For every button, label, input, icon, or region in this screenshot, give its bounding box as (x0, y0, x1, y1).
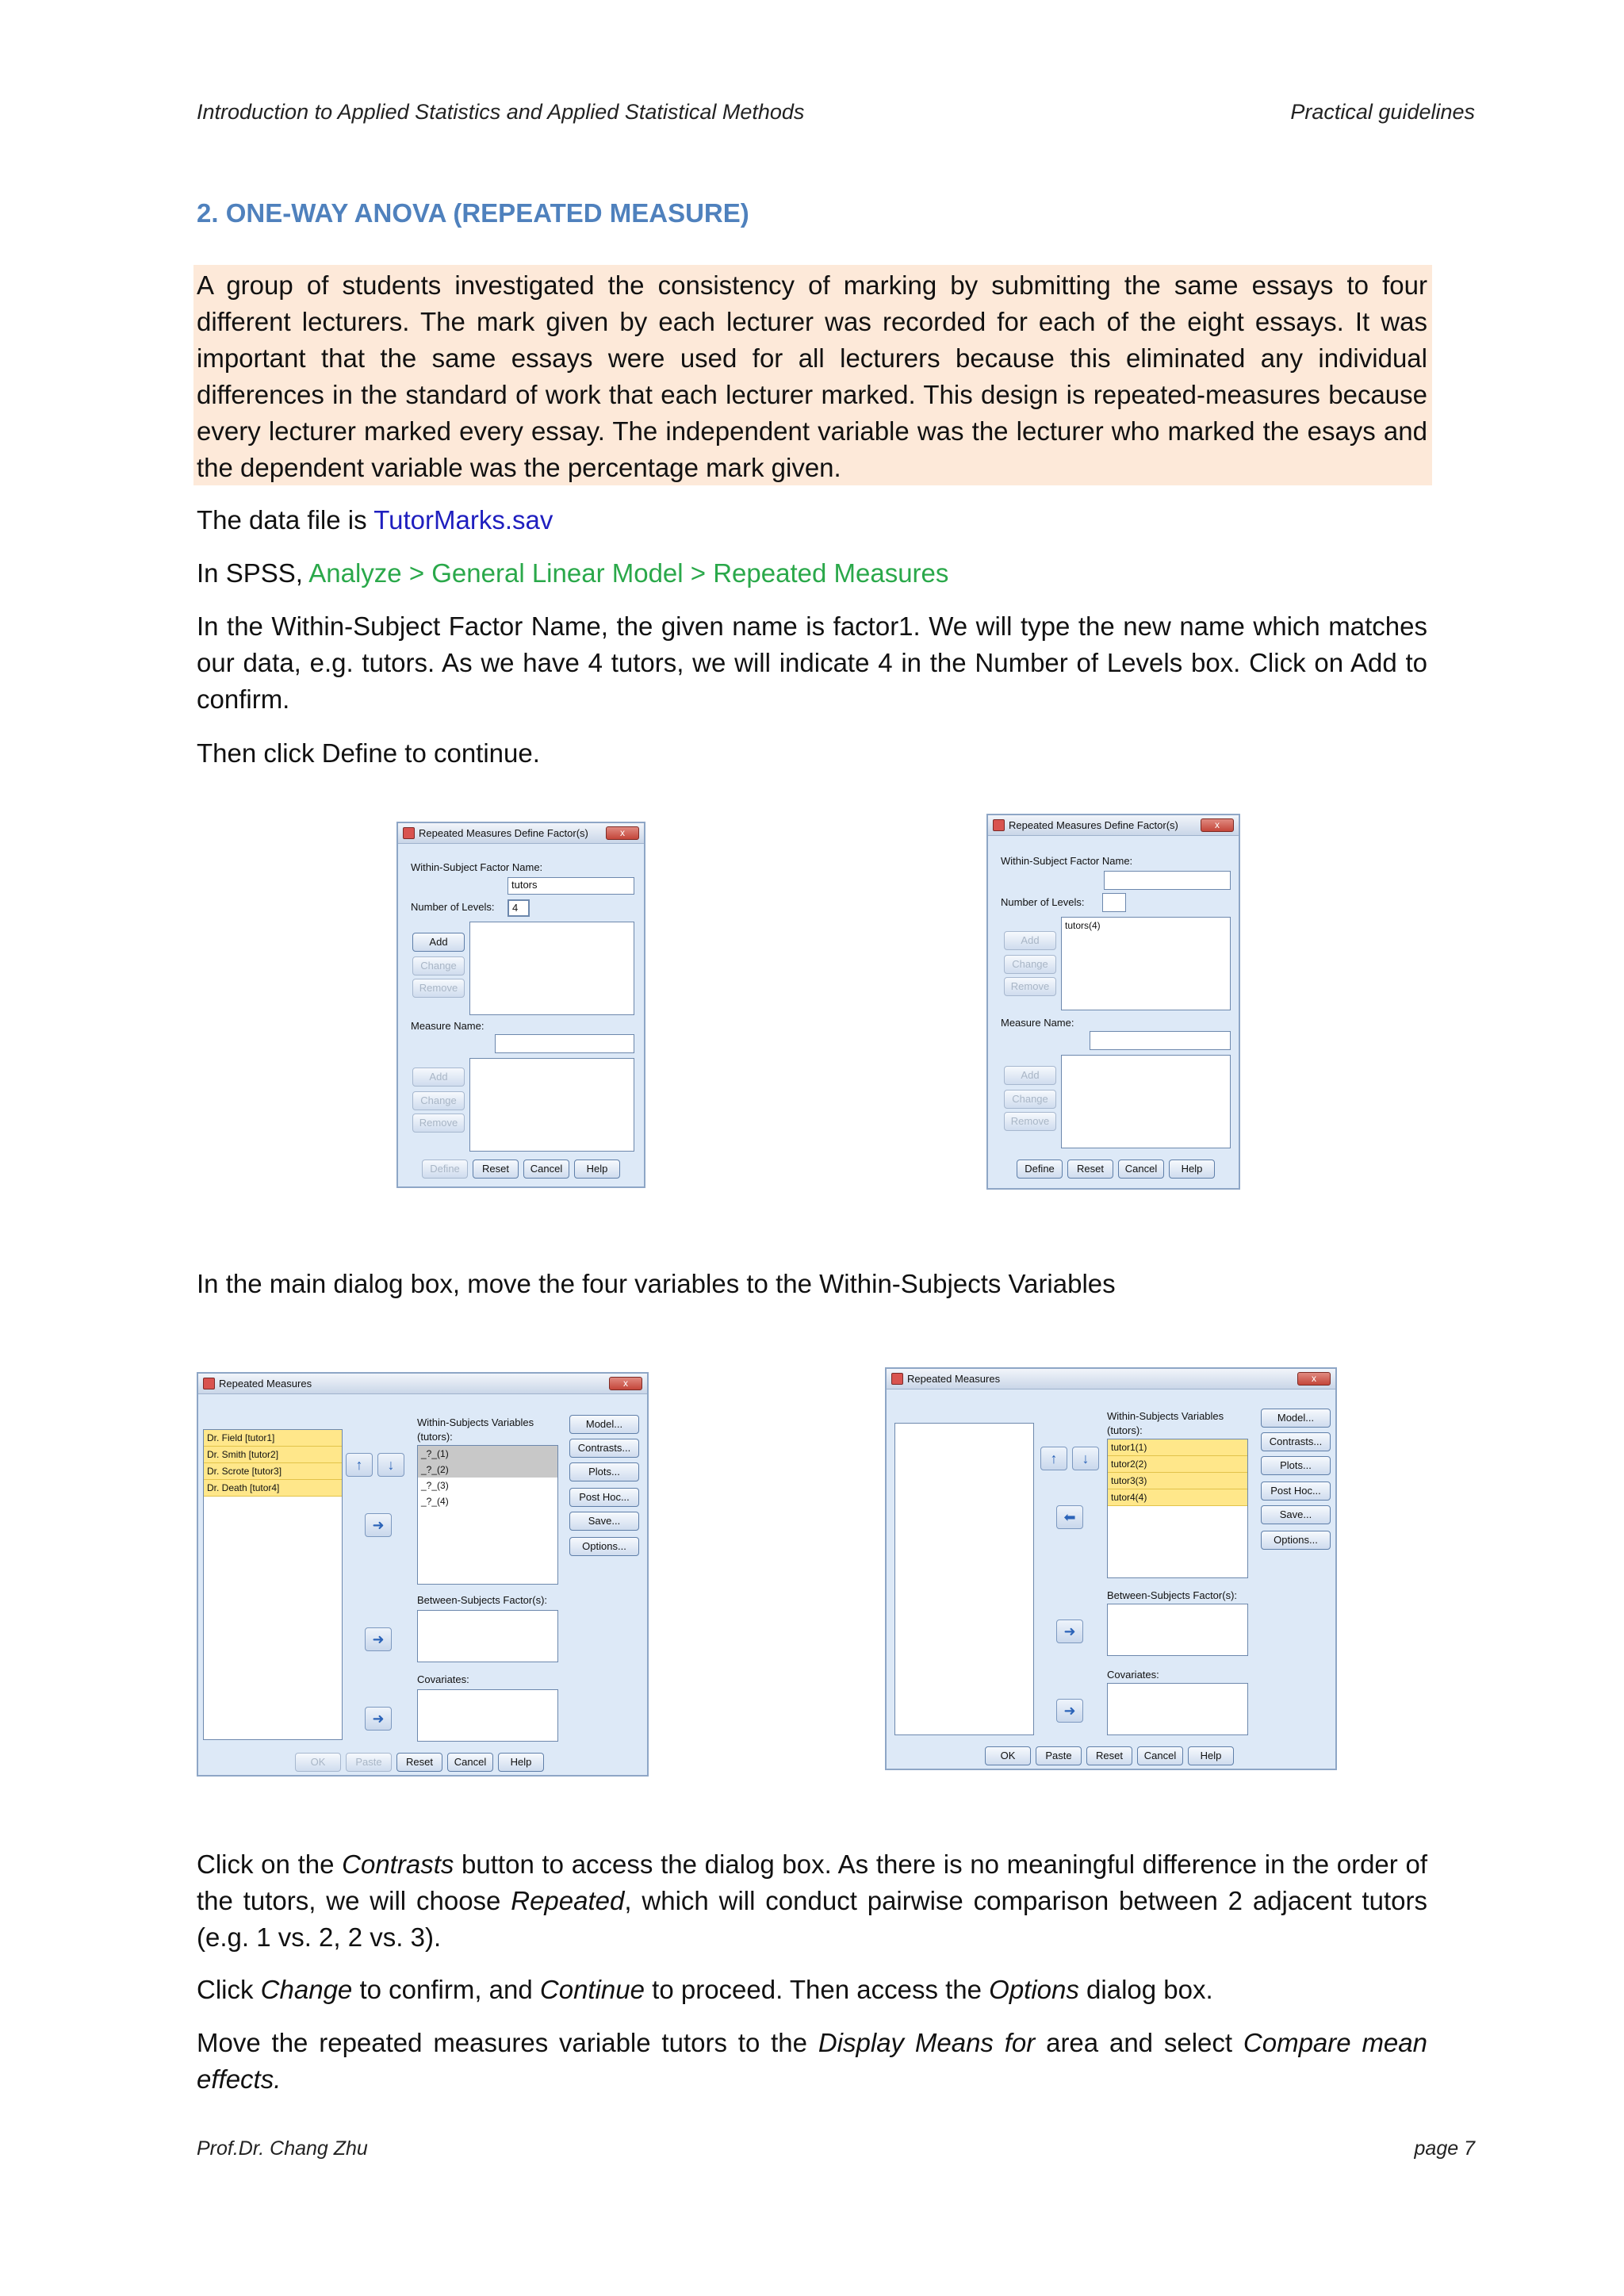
between-subjects-label: Between-Subjects Factor(s): (417, 1594, 548, 1606)
between-subjects-list[interactable] (417, 1610, 558, 1662)
move-down-icon[interactable]: ↓ (1072, 1447, 1099, 1470)
footer-page-number: page 7 (1414, 2137, 1475, 2160)
cancel-button[interactable]: Cancel (1137, 1746, 1183, 1765)
reset-button[interactable]: Reset (1067, 1159, 1113, 1179)
define-button[interactable]: Define (422, 1159, 468, 1179)
list-item[interactable]: _?_(2) (418, 1462, 557, 1478)
dialog-titlebar (198, 1374, 647, 1394)
move-right-arrow-icon[interactable]: ➜ (1056, 1699, 1083, 1723)
list-item[interactable]: Dr. Smith [tutor2] (204, 1447, 342, 1463)
source-variable-list[interactable] (203, 1429, 343, 1740)
contrasts-button[interactable]: Contrasts... (1261, 1432, 1331, 1451)
help-button[interactable]: Help (1188, 1746, 1234, 1765)
display-means-paragraph: Move the repeated measures variable tutors to the Display Means for area and select Compare mean effects. (197, 2028, 1427, 2094)
spss-app-icon (891, 1373, 903, 1385)
spss-menu-path: Analyze > General Linear Model > Repeated Measures (308, 558, 949, 588)
measure-name-label: Measure Name: (1001, 1017, 1074, 1029)
section-title: 2. ONE-WAY ANOVA (REPEATED MEASURE) (197, 198, 749, 228)
within-subjects-list[interactable] (417, 1445, 558, 1585)
define-paragraph: Then click Define to continue. (197, 738, 540, 768)
dialog-titlebar (398, 823, 644, 844)
factor-paragraph: In the Within-Subject Factor Name, the given name is factor1. We will type the new name which matches our data, e.g. tutors. As we have 4 tutors, we will indicate 4 in the Number of Levels box. Click on Add to confirm. (197, 611, 1427, 714)
between-subjects-label: Between-Subjects Factor(s): (1107, 1589, 1238, 1601)
within-subjects-factor: (tutors): (1107, 1424, 1143, 1436)
dialog-titlebar (988, 815, 1239, 836)
close-button[interactable]: x (1297, 1372, 1331, 1386)
levels-input[interactable] (1102, 893, 1126, 912)
contrasts-button[interactable]: Contrasts... (569, 1439, 639, 1458)
cancel-button[interactable]: Cancel (447, 1753, 493, 1772)
list-item[interactable]: tutor3(3) (1108, 1473, 1247, 1489)
within-subjects-label: Within-Subjects Variables (1107, 1410, 1224, 1422)
factor-list[interactable] (1061, 917, 1231, 1010)
change-factor-button[interactable]: Change (412, 956, 465, 976)
intro-paragraph: A group of students investigated the consistency of marking by submitting the same essays to four different lecturers. The mark given by each lecturer was recorded for each of the eight essays. It was important that the same essays were used for all lecturers because this eliminated any individual differences in the standard of work that each lecturer marked. This design is repeated-measures because every lecturer marked every essay. The independent variable was the lecturer who marked the esays and the dependent variable was the percentage mark given. (197, 270, 1427, 482)
dialog-title: Repeated Measures (219, 1378, 312, 1389)
close-button[interactable]: x (1201, 818, 1234, 832)
factor-list[interactable] (469, 922, 634, 1015)
save-button[interactable]: Save... (1261, 1505, 1331, 1524)
move-variables-paragraph: In the main dialog box, move the four variables to the Within-Subjects Variables (197, 1269, 1116, 1298)
factor-name-label: Within-Subject Factor Name: (1001, 855, 1133, 867)
remove-measure-button[interactable]: Remove (412, 1114, 465, 1133)
between-subjects-list[interactable] (1107, 1604, 1248, 1656)
post-hoc-button[interactable]: Post Hoc... (569, 1488, 639, 1507)
measure-list[interactable] (469, 1058, 634, 1152)
list-item[interactable]: _?_(4) (421, 1496, 449, 1507)
spss-app-icon (203, 1378, 215, 1389)
ok-button[interactable]: OK (295, 1753, 341, 1772)
dialog-title: Repeated Measures (907, 1373, 1001, 1385)
datafile-prefix: The data file is (197, 505, 374, 535)
running-header-section: Practical guidelines (1290, 100, 1475, 124)
covariates-list[interactable] (417, 1689, 558, 1742)
list-item[interactable]: Dr. Scrote [tutor3] (204, 1463, 342, 1480)
list-item[interactable]: Dr. Field [tutor1] (204, 1430, 342, 1447)
datafile-line (197, 502, 1427, 539)
move-right-arrow-icon[interactable]: ➜ (1056, 1619, 1083, 1643)
change-factor-button[interactable]: Change (1004, 955, 1056, 974)
define-button[interactable]: Define (1017, 1159, 1063, 1179)
remove-factor-button[interactable]: Remove (412, 979, 465, 998)
covariates-label: Covariates: (1107, 1669, 1159, 1681)
change-measure-button[interactable]: Change (412, 1091, 465, 1110)
measure-list[interactable] (1061, 1055, 1231, 1148)
change-measure-button[interactable]: Change (1004, 1090, 1056, 1109)
define-factor-dialog-after (986, 814, 1240, 1190)
remove-measure-button[interactable]: Remove (1004, 1112, 1056, 1131)
dialog-title: Repeated Measures Define Factor(s) (419, 827, 588, 839)
measure-name-input[interactable] (1090, 1031, 1231, 1050)
covariates-list[interactable] (1107, 1683, 1248, 1735)
dialog-titlebar (887, 1369, 1335, 1389)
cancel-button[interactable]: Cancel (1118, 1159, 1164, 1179)
help-button[interactable]: Help (498, 1753, 544, 1772)
move-left-arrow-icon[interactable]: ⬅ (1056, 1505, 1083, 1529)
cancel-button[interactable]: Cancel (523, 1159, 569, 1179)
spss-prefix: In SPSS, (197, 558, 309, 588)
close-button[interactable]: x (609, 1377, 642, 1390)
ok-button[interactable]: OK (985, 1746, 1031, 1765)
list-item[interactable]: tutors(4) (1065, 920, 1101, 931)
contrasts-paragraph: Click on the Contrasts button to access the dialog box. As there is no meaningful difference in the order of the tutors, we will choose Repeated, which will conduct pairwise comparison between 2 adjacent tutors (e.g. 1 vs. 2, 2 vs. 3). (197, 1849, 1427, 1952)
covariates-label: Covariates: (417, 1673, 469, 1685)
paste-button[interactable]: Paste (346, 1753, 392, 1772)
spss-app-icon (993, 819, 1005, 831)
within-subjects-list[interactable] (1107, 1439, 1248, 1578)
footer-author: Prof.Dr. Chang Zhu (197, 2137, 368, 2160)
plots-button[interactable]: Plots... (569, 1462, 639, 1481)
running-header-title: Introduction to Applied Statistics and Applied Statistical Methods (197, 100, 805, 124)
list-item[interactable]: tutor2(2) (1108, 1456, 1247, 1473)
define-factor-dialog-before (396, 822, 645, 1188)
help-button[interactable]: Help (574, 1159, 620, 1179)
repeated-measures-dialog-after (885, 1367, 1337, 1770)
dialog-title: Repeated Measures Define Factor(s) (1009, 819, 1178, 831)
within-subjects-factor: (tutors): (417, 1431, 453, 1443)
spss-app-icon (403, 827, 415, 839)
remove-factor-button[interactable]: Remove (1004, 977, 1056, 996)
factor-name-label: Within-Subject Factor Name: (411, 861, 543, 873)
factor-name-input[interactable] (1104, 871, 1231, 890)
within-subjects-label: Within-Subjects Variables (417, 1416, 534, 1428)
options-button[interactable]: Options... (1261, 1531, 1331, 1550)
move-right-arrow-icon[interactable]: ➜ (365, 1707, 392, 1731)
move-right-arrow-icon[interactable]: ➜ (365, 1627, 392, 1651)
move-right-arrow-icon[interactable]: ➜ (365, 1513, 392, 1537)
list-item[interactable]: _?_(1) (418, 1446, 557, 1462)
levels-input[interactable]: 4 (508, 899, 530, 917)
add-measure-button[interactable]: Add (1004, 1066, 1056, 1085)
list-item[interactable]: tutor4(4) (1108, 1489, 1247, 1506)
repeated-measures-dialog-before (197, 1372, 649, 1777)
levels-label: Number of Levels: (411, 901, 495, 913)
model-button[interactable]: Model... (1261, 1409, 1331, 1428)
options-button[interactable]: Options... (569, 1537, 639, 1556)
help-button[interactable]: Help (1169, 1159, 1215, 1179)
close-button[interactable]: x (606, 826, 639, 840)
model-button[interactable]: Model... (569, 1415, 639, 1434)
spss-path-line (197, 555, 1427, 592)
datafile-link[interactable]: TutorMarks.sav (373, 505, 553, 535)
move-up-icon[interactable]: ↑ (1040, 1447, 1067, 1470)
post-hoc-button[interactable]: Post Hoc... (1261, 1481, 1331, 1501)
change-paragraph: Click Change to confirm, and Continue to proceed. Then access the Options dialog box. (197, 1975, 1213, 2004)
measure-name-label: Measure Name: (411, 1020, 485, 1032)
add-factor-button[interactable]: Add (1004, 931, 1056, 950)
list-item[interactable]: tutor1(1) (1108, 1439, 1247, 1456)
list-item[interactable]: _?_(3) (421, 1480, 449, 1491)
move-up-icon[interactable]: ↑ (346, 1453, 373, 1477)
plots-button[interactable]: Plots... (1261, 1456, 1331, 1475)
add-factor-button[interactable]: Add (412, 933, 465, 952)
move-down-icon[interactable]: ↓ (377, 1453, 404, 1477)
factor-name-input[interactable]: tutors (508, 877, 634, 895)
reset-button[interactable]: Reset (473, 1159, 519, 1179)
list-item[interactable]: Dr. Death [tutor4] (204, 1480, 342, 1497)
add-measure-button[interactable]: Add (412, 1068, 465, 1087)
source-variable-list[interactable] (894, 1423, 1034, 1735)
save-button[interactable]: Save... (569, 1512, 639, 1531)
measure-name-input[interactable] (495, 1034, 634, 1053)
levels-label: Number of Levels: (1001, 896, 1085, 908)
reset-button[interactable]: Reset (396, 1753, 442, 1772)
reset-button[interactable]: Reset (1086, 1746, 1132, 1765)
paste-button[interactable]: Paste (1036, 1746, 1082, 1765)
